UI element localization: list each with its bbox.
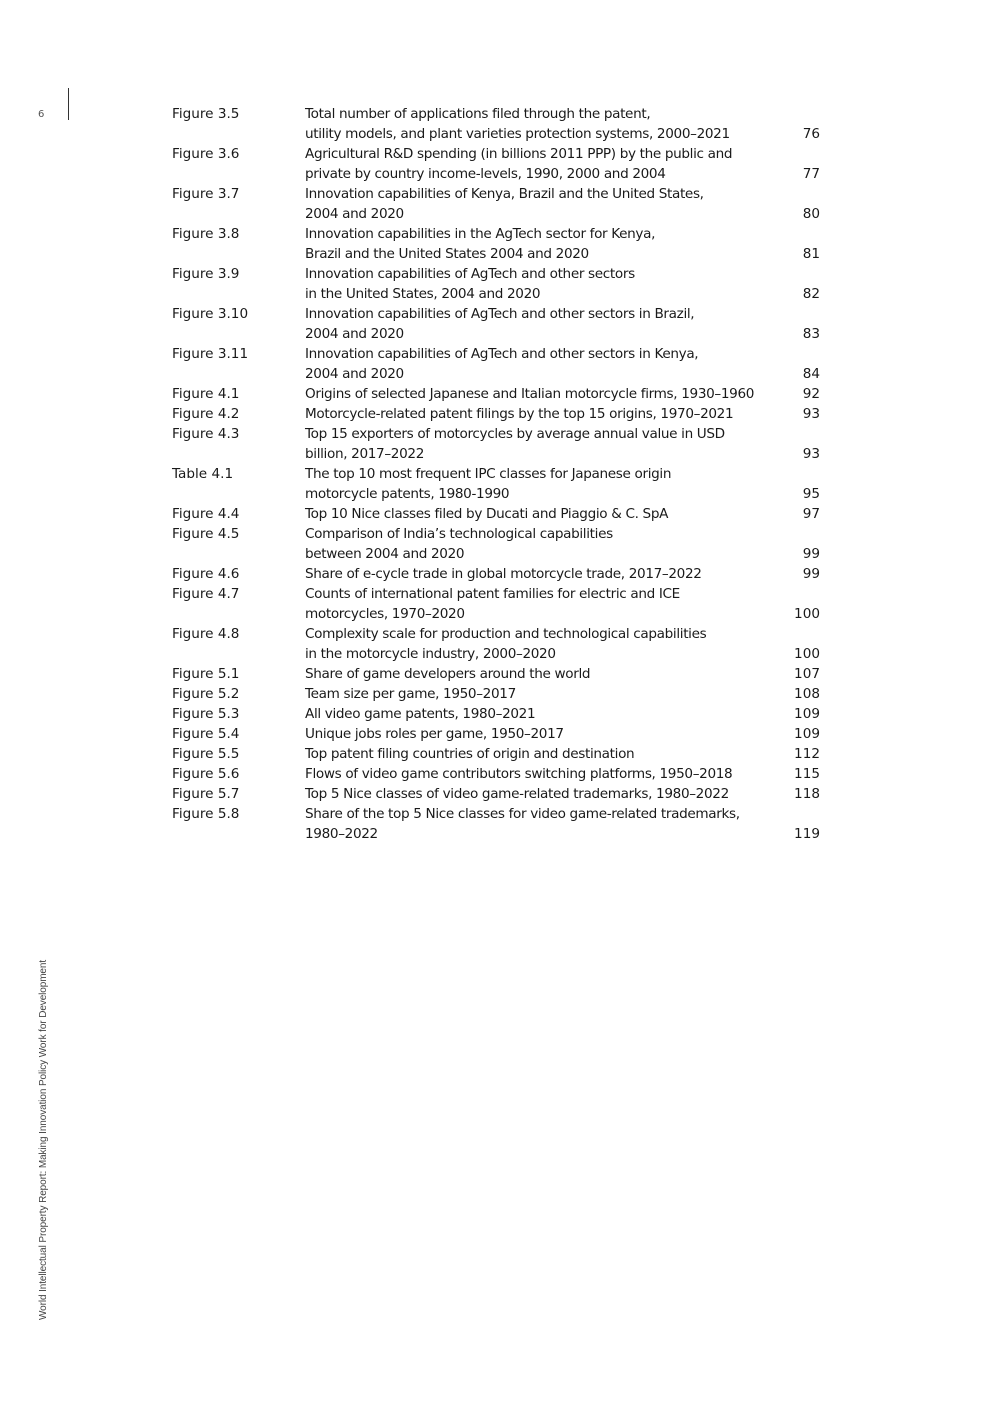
toc-entry-page: 108 <box>794 686 820 702</box>
toc-entry-page: 81 <box>802 246 820 262</box>
toc-entry-page: 100 <box>794 646 820 662</box>
toc-entry <box>172 184 822 224</box>
toc-entry-label: Figure 3.5 <box>172 106 240 122</box>
toc-entry-label: Figure 4.8 <box>172 626 240 642</box>
toc-entry-page: 99 <box>802 566 820 582</box>
toc-entry-page: 84 <box>802 366 820 382</box>
toc-entry-title: Share of game developers around the world <box>305 666 591 682</box>
toc-entry-label: Figure 5.6 <box>172 766 240 782</box>
toc-entry-label: Figure 4.3 <box>172 426 240 442</box>
toc-entry-page: 100 <box>794 606 820 622</box>
toc-entry-label: Figure 5.5 <box>172 746 240 762</box>
toc-entry <box>172 804 822 844</box>
toc-entry <box>172 724 822 744</box>
toc-entry-page: 80 <box>802 206 820 222</box>
toc-entry-title: Motorcycle-related patent filings by the top 15 origins, 1970–2021 <box>305 406 734 422</box>
toc-entry <box>172 104 822 144</box>
toc-entry <box>172 464 822 504</box>
toc-entry-page: 92 <box>802 386 820 402</box>
toc-entry <box>172 424 822 464</box>
toc-entry-label: Figure 4.4 <box>172 506 240 522</box>
toc-entry-page: 76 <box>802 126 820 142</box>
toc-entry-page: 118 <box>794 786 820 802</box>
toc-entry <box>172 744 822 764</box>
toc-entry-page: 82 <box>802 286 820 302</box>
toc-entry-page: 95 <box>802 486 820 502</box>
page-number: 6 <box>38 109 45 120</box>
toc-entry <box>172 684 822 704</box>
toc-entry-title: Complexity scale for production and technological capabilities in the motorcycle industry, 2000–2020 <box>305 626 707 662</box>
toc-entry-page: 97 <box>802 506 820 522</box>
toc-entry-title: Top patent filing countries of origin and destination <box>305 746 635 762</box>
toc-entry-title: Counts of international patent families for electric and ICE motorcycles, 1970–2020 <box>305 586 680 622</box>
toc-entry <box>172 264 822 304</box>
toc-entry <box>172 524 822 564</box>
toc-entry-label: Figure 3.8 <box>172 226 240 242</box>
toc-entry-title: Origins of selected Japanese and Italian motorcycle firms, 1930–1960 <box>305 386 755 402</box>
toc-entry <box>172 584 822 624</box>
toc-entry <box>172 664 822 684</box>
toc-entry-title: Share of the top 5 Nice classes for video game-related trademarks, 1980–2022 <box>305 806 740 842</box>
toc-entry-title: Total number of applications filed through the patent, utility models, and plant varieties protection systems, 2000–2021 <box>305 106 730 142</box>
toc-entry-page: 119 <box>794 826 820 842</box>
toc-entry-page: 93 <box>802 406 820 422</box>
toc-entry-title: All video game patents, 1980–2021 <box>305 706 536 722</box>
toc-entry-title: Share of e-cycle trade in global motorcycle trade, 2017–2022 <box>305 566 702 582</box>
toc-entry-title: Team size per game, 1950–2017 <box>305 686 516 702</box>
toc-entry-label: Figure 5.3 <box>172 706 240 722</box>
toc-entry-title: Innovation capabilities of AgTech and other sectors in Kenya, 2004 and 2020 <box>305 346 699 382</box>
toc-entry <box>172 144 822 184</box>
toc-entry-label: Figure 5.1 <box>172 666 240 682</box>
list-of-figures <box>172 104 822 844</box>
toc-entry <box>172 624 822 664</box>
toc-entry-label: Table 4.1 <box>172 466 234 482</box>
toc-entry-label: Figure 4.5 <box>172 526 240 542</box>
toc-entry-label: Figure 4.6 <box>172 566 240 582</box>
toc-entry-label: Figure 4.1 <box>172 386 240 402</box>
toc-entry <box>172 704 822 724</box>
toc-entry-page: 115 <box>794 766 820 782</box>
toc-entry-page: 93 <box>802 446 820 462</box>
toc-entry-label: Figure 3.6 <box>172 146 240 162</box>
toc-entry-title: Innovation capabilities of AgTech and other sectors in the United States, 2004 and 2020 <box>305 266 635 302</box>
toc-entry-label: Figure 5.4 <box>172 726 240 742</box>
toc-entry-page: 77 <box>802 166 820 182</box>
toc-entry-label: Figure 4.2 <box>172 406 240 422</box>
toc-entry-title: Innovation capabilities in the AgTech sector for Kenya, Brazil and the United States 2004 and 2020 <box>305 226 656 262</box>
toc-entry-label: Figure 4.7 <box>172 586 240 602</box>
toc-entry-title: Comparison of India’s technological capabilities between 2004 and 2020 <box>305 526 613 562</box>
toc-entry-label: Figure 5.7 <box>172 786 240 802</box>
margin-rule <box>68 88 69 120</box>
toc-entry-page: 83 <box>802 326 820 342</box>
toc-entry <box>172 404 822 424</box>
toc-entry-title: Innovation capabilities of AgTech and other sectors in Brazil, 2004 and 2020 <box>305 306 695 342</box>
toc-entry-title: Innovation capabilities of Kenya, Brazil and the United States, 2004 and 2020 <box>305 186 704 222</box>
toc-entry-page: 109 <box>794 706 820 722</box>
toc-entry-label: Figure 3.11 <box>172 346 249 362</box>
toc-entry <box>172 384 822 404</box>
toc-entry-label: Figure 5.2 <box>172 686 240 702</box>
toc-entry-page: 107 <box>794 666 820 682</box>
toc-entry-title: The top 10 most frequent IPC classes for Japanese origin motorcycle patents, 1980-1990 <box>305 466 672 502</box>
toc-entry-page: 99 <box>802 546 820 562</box>
toc-entry-title: Top 15 exporters of motorcycles by average annual value in USD billion, 2017–2022 <box>305 426 725 462</box>
toc-entry <box>172 564 822 584</box>
toc-entry-title: Unique jobs roles per game, 1950–2017 <box>305 726 564 742</box>
toc-entry-title: Top 10 Nice classes filed by Ducati and Piaggio & C. SpA <box>305 506 669 522</box>
toc-entry <box>172 304 822 344</box>
toc-entry-title: Top 5 Nice classes of video game-related trademarks, 1980–2022 <box>305 786 729 802</box>
toc-entry-label: Figure 5.8 <box>172 806 240 822</box>
running-footer-text: World Intellectual Property Report: Making Innovation Policy Work for Development <box>38 959 49 1320</box>
toc-entry-label: Figure 3.9 <box>172 266 240 282</box>
toc-entry-title: Flows of video game contributors switching platforms, 1950–2018 <box>305 766 733 782</box>
toc-entry <box>172 764 822 784</box>
toc-entry <box>172 344 822 384</box>
toc-entry-label: Figure 3.10 <box>172 306 249 322</box>
toc-entry-label: Figure 3.7 <box>172 186 240 202</box>
toc-entry <box>172 224 822 264</box>
toc-entry-page: 109 <box>794 726 820 742</box>
toc-entry <box>172 504 822 524</box>
toc-entry-page: 112 <box>794 746 820 762</box>
toc-entry <box>172 784 822 804</box>
toc-entry-title: Agricultural R&D spending (in billions 2011 PPP) by the public and private by country income-levels, 1990, 2000 and 2004 <box>305 146 733 182</box>
